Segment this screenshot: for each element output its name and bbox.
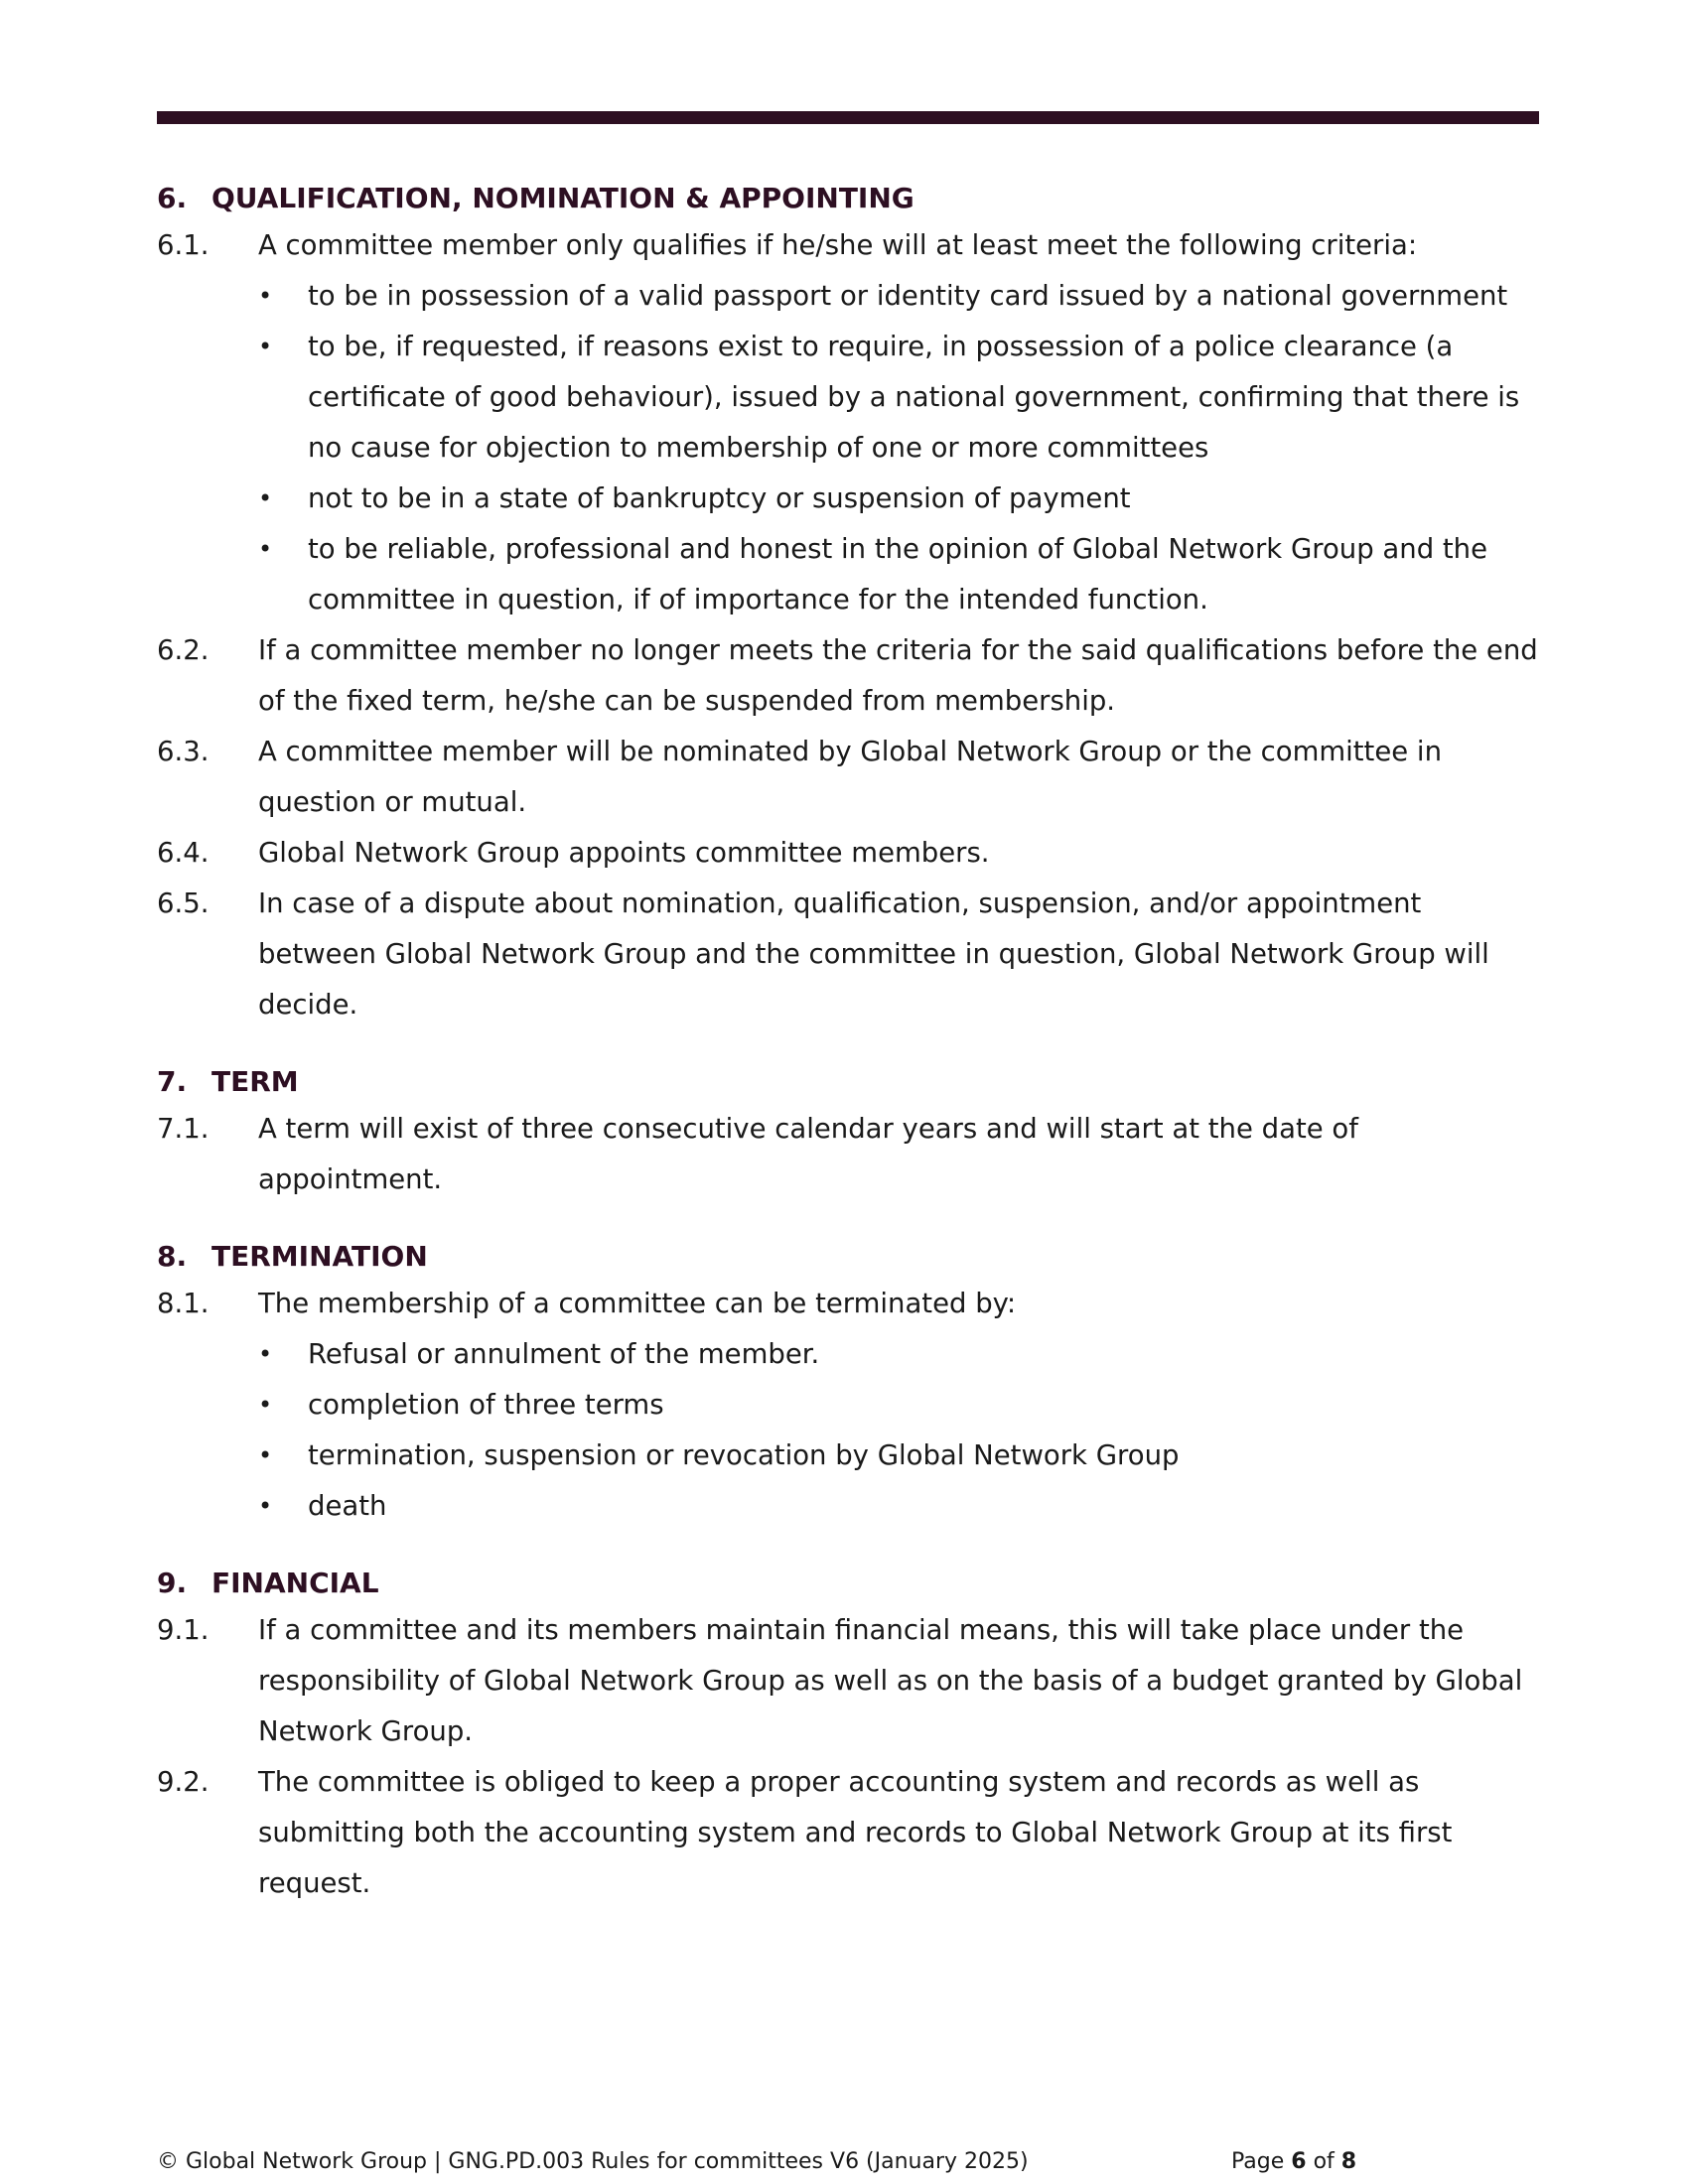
list-item xyxy=(258,524,1539,625)
section-heading xyxy=(157,1235,1539,1279)
bullet-list xyxy=(258,271,1539,625)
clause xyxy=(157,1104,1539,1205)
clause-text: If a committee and its members maintain financial means, this will take place under the responsibility of Global Network Group as well as on the basis of a budget granted by Global Network Group. xyxy=(258,1614,1523,1747)
list-item xyxy=(258,474,1539,524)
list-item xyxy=(258,1481,1539,1532)
clause-number: 6.5. xyxy=(157,887,210,919)
clause-number: 7.1. xyxy=(157,1113,210,1145)
bullet-icon: • xyxy=(258,484,273,512)
section-title: TERMINATION xyxy=(211,1240,428,1273)
bullet-text: to be in possession of a valid passport or identity card issued by a national government xyxy=(308,280,1508,312)
bullet-text: to be, if requested, if reasons exist to require, in possession of a police clearance (a certificate of good behaviour), issued by a national government, confirming that there is no cause for objection to membership of one or more committees xyxy=(308,331,1520,464)
clause-text: The membership of a committee can be terminated by: xyxy=(258,1288,1017,1319)
bullet-icon: • xyxy=(258,1391,273,1419)
bullet-icon: • xyxy=(258,1340,273,1368)
clause xyxy=(157,220,1539,271)
bullet-icon: • xyxy=(258,1441,273,1469)
section-qualification xyxy=(157,177,1539,1030)
clause xyxy=(157,625,1539,727)
footer-copyright: © Global Network Group | GNG.PD.003 Rules for committees V6 (January 2025) xyxy=(157,2149,1029,2174)
clause xyxy=(157,879,1539,1030)
section-heading xyxy=(157,1060,1539,1104)
bullet-text: Refusal or annulment of the member. xyxy=(308,1338,820,1370)
list-item xyxy=(258,271,1539,322)
page-of: of xyxy=(1313,2149,1335,2174)
list-item xyxy=(258,1431,1539,1481)
section-heading xyxy=(157,177,1539,220)
bullet-text: completion of three terms xyxy=(308,1389,664,1421)
bullet-text: to be reliable, professional and honest in the opinion of Global Network Group and the committee in question, if of importance for the intended function. xyxy=(308,533,1488,615)
bullet-text: not to be in a state of bankruptcy or suspension of payment xyxy=(308,482,1131,514)
clause xyxy=(157,1605,1539,1757)
page-indicator xyxy=(1231,2147,1356,2177)
bullet-text: death xyxy=(308,1490,387,1522)
clause-number: 6.1. xyxy=(157,229,210,261)
bullet-icon: • xyxy=(258,333,273,360)
section-term xyxy=(157,1060,1539,1205)
bullet-icon: • xyxy=(258,282,273,310)
clause-number: 9.2. xyxy=(157,1766,210,1798)
clause-text: In case of a dispute about nomination, qualification, suspension, and/or appointment between Global Network Group and the committee in question, Global Network Group will decide. xyxy=(258,887,1489,1021)
section-heading xyxy=(157,1562,1539,1605)
clause-text: A committee member only qualifies if he/she will at least meet the following criteria: xyxy=(258,229,1418,261)
clause-number: 6.3. xyxy=(157,736,210,767)
list-item xyxy=(258,1329,1539,1380)
clause-number: 6.2. xyxy=(157,634,210,666)
bullet-text: termination, suspension or revocation by Global Network Group xyxy=(308,1439,1180,1471)
section-number: 8. xyxy=(157,1240,188,1273)
clause xyxy=(157,727,1539,828)
header-rule xyxy=(157,111,1539,124)
clause xyxy=(157,1279,1539,1329)
list-item xyxy=(258,322,1539,474)
section-number: 7. xyxy=(157,1065,188,1098)
clause-text: If a committee member no longer meets the criteria for the said qualifications before the end of the fixed term, he/she can be suspended from membership. xyxy=(258,634,1538,717)
clause-text: Global Network Group appoints committee members. xyxy=(258,837,990,869)
page-label: Page xyxy=(1231,2149,1285,2174)
clause-number: 9.1. xyxy=(157,1614,210,1646)
clause-text: A committee member will be nominated by Global Network Group or the committee in question or mutual. xyxy=(258,736,1442,818)
section-financial xyxy=(157,1562,1539,1909)
clause-number: 6.4. xyxy=(157,837,210,869)
page-current: 6 xyxy=(1291,2149,1307,2174)
bullet-list xyxy=(258,1329,1539,1532)
bullet-icon: • xyxy=(258,535,273,563)
section-number: 9. xyxy=(157,1567,188,1599)
clause xyxy=(157,1757,1539,1909)
section-title: TERM xyxy=(211,1065,299,1098)
clause xyxy=(157,828,1539,879)
section-termination xyxy=(157,1235,1539,1532)
list-item xyxy=(258,1380,1539,1431)
bullet-icon: • xyxy=(258,1492,273,1520)
section-title: FINANCIAL xyxy=(211,1567,379,1599)
page-total: 8 xyxy=(1340,2149,1357,2174)
section-title: QUALIFICATION, NOMINATION & APPOINTING xyxy=(211,182,914,214)
clause-text: The committee is obliged to keep a proper accounting system and records as well as submitting both the accounting system and records to Global Network Group at its first request. xyxy=(258,1766,1453,1899)
clause-number: 8.1. xyxy=(157,1288,210,1319)
section-number: 6. xyxy=(157,182,188,214)
document-body xyxy=(157,177,1539,1939)
clause-text: A term will exist of three consecutive calendar years and will start at the date of appointment. xyxy=(258,1113,1358,1195)
